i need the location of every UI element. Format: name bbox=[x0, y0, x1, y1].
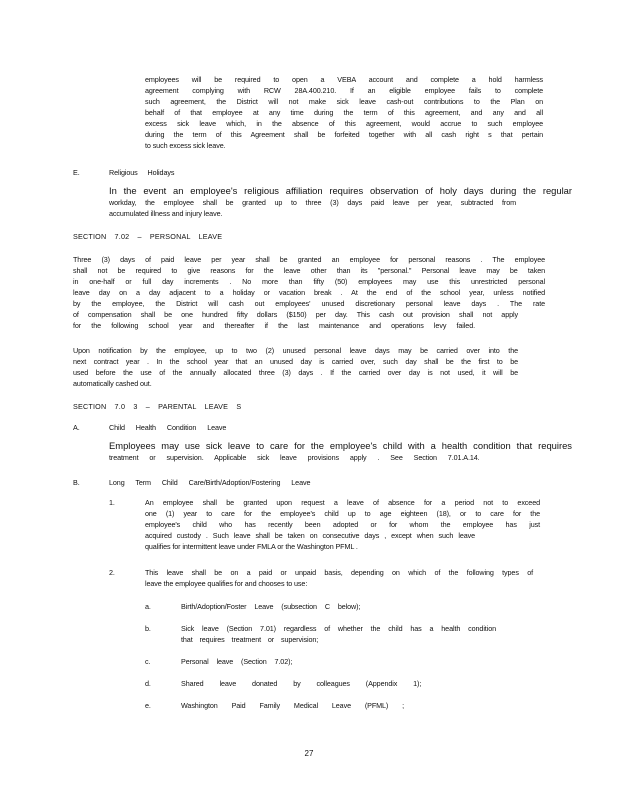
personal-line: shall not be required to give reasons for the leave other than its "personal." Personal leave may be taken bbox=[73, 266, 545, 275]
personal-line: in one-half or full day increments . No more than fifty (50) employees may use this unrestricted personal bbox=[73, 277, 545, 286]
item-1-line: qualifies for intermittent leave under FMLA or the Washington PFML . bbox=[145, 542, 358, 551]
subitem-letter: b. bbox=[145, 624, 151, 633]
child-health-line: Employees may use sick leave to care for the employee's child with a health condition that requires bbox=[109, 440, 572, 451]
religious-paragraph bbox=[109, 185, 572, 219]
personal-line: next contract year . In the school year that an unused day is carried over, such day shall be the first to be bbox=[73, 357, 518, 366]
subitem-line: that requires treatment or supervision; bbox=[181, 635, 319, 644]
child-health-line: treatment or supervision. Applicable sick leave provisions apply . See Section 7.01.A.14. bbox=[109, 453, 480, 462]
religious-line: In the event an employee's religious affiliation requires observation of holy days during the regular bbox=[109, 185, 572, 196]
subitem-letter: a. bbox=[145, 602, 151, 611]
religious-line: accumulated illness and injury leave. bbox=[109, 209, 223, 218]
top-line: excess sick leave which, in the absence of this agreement, would accrue to such employee bbox=[145, 119, 543, 128]
page-number: 27 bbox=[304, 749, 314, 758]
personal-line: leave day on a day adjacent to a holiday or vacation break . At the end of the school year, unless notified bbox=[73, 288, 545, 297]
long-term-title: Long Term Child Care/Birth/Adoption/Fostering Leave bbox=[109, 478, 311, 487]
personal-line: used before the use of the annually allocated three (3) days . If the carried over day is not used, it will be bbox=[73, 368, 518, 377]
item-1-paragraph bbox=[145, 497, 540, 552]
child-health-paragraph bbox=[109, 440, 572, 463]
item-2-line: leave the employee qualifies for and chooses to use: bbox=[145, 579, 308, 588]
child-health-title: Child Health Condition Leave bbox=[109, 423, 227, 432]
subitem-text: Personal leave (Section 7.02); bbox=[181, 657, 293, 666]
personal-paragraph-1 bbox=[73, 254, 545, 331]
subitem-text: Shared leave donated by colleagues (Appendix 1); bbox=[181, 679, 422, 688]
religious-letter: E. bbox=[73, 168, 80, 177]
personal-line: Upon notification by the employee, up to two (2) unused personal leave days may be carried over into the bbox=[73, 346, 518, 355]
religious-line: workday, the employee shall be granted up to three (3) days paid leave per year, subtracted from bbox=[109, 198, 516, 207]
top-line: during the term of this Agreement shall be forfeited together with all cash right s that pertain bbox=[145, 130, 543, 139]
item-1-line: acquired custody . Such leave shall be taken on consecutive days , except when such leave bbox=[145, 531, 475, 540]
top-line: employees will be required to open a VEBA account and complete a hold harmless bbox=[145, 75, 543, 84]
subitem-letter: c. bbox=[145, 657, 151, 666]
subitem-letter: d. bbox=[145, 679, 151, 688]
subitem-line: Sick leave (Section 7.01) regardless of whether the child has a health condition bbox=[181, 624, 496, 633]
parental-heading: SECTION 7.0 3 – PARENTAL LEAVE S bbox=[73, 402, 242, 411]
item-2-number: 2. bbox=[109, 568, 115, 577]
subitem-letter: e. bbox=[145, 701, 151, 710]
personal-line: Three (3) days of paid leave per year shall be granted an employee for personal reasons . The employee bbox=[73, 255, 545, 264]
subitem-text: Birth/Adoption/Foster Leave (subsection C below); bbox=[181, 602, 361, 611]
top-line: agreement complying with RCW 28A.400.210. If an eligible employee fails to complete bbox=[145, 86, 543, 95]
item-1-line: An employee shall be granted upon request a leave of absence for a period not to exceed bbox=[145, 498, 540, 507]
child-health-letter: A. bbox=[73, 423, 80, 432]
personal-heading: SECTION 7.02 – PERSONAL LEAVE bbox=[73, 232, 223, 241]
subitem-text: Washington Paid Family Medical Leave (PFML) ; bbox=[181, 701, 405, 710]
top-paragraph bbox=[145, 74, 543, 151]
item-1-number: 1. bbox=[109, 498, 115, 507]
top-line: to such excess sick leave. bbox=[145, 141, 226, 150]
subitem-text bbox=[181, 623, 496, 645]
religious-title: Religious Holidays bbox=[109, 168, 175, 177]
top-line: such agreement, the District will not make sick leave cash-out contributions to the Plan on bbox=[145, 97, 543, 106]
top-line: behalf of that employee at any time during the term of this agreement, and any and all bbox=[145, 108, 543, 117]
personal-paragraph-2 bbox=[73, 345, 518, 389]
long-term-letter: B. bbox=[73, 478, 80, 487]
item-1-line: employee's child who has recently been adopted or for whom the employee has just bbox=[145, 520, 540, 529]
item-2-paragraph bbox=[145, 567, 533, 589]
personal-line: of compensation shall be one hundred fifty dollars ($150) per day. This cash out provision shall not apply bbox=[73, 310, 518, 319]
personal-line: for the following school year and thereafter if the last maintenance and operations levy failed. bbox=[73, 321, 475, 330]
item-2-line: This leave shall be on a paid or unpaid basis, depending on which of the following types of bbox=[145, 568, 533, 577]
item-1-line: one (1) year to care for the employee's child up to age eighteen (18), or to care for the bbox=[145, 509, 540, 518]
personal-line: automatically cashed out. bbox=[73, 379, 152, 388]
personal-line: by the employee, the District will cash out employees' unused discretionary personal leave days . The rate bbox=[73, 299, 545, 308]
